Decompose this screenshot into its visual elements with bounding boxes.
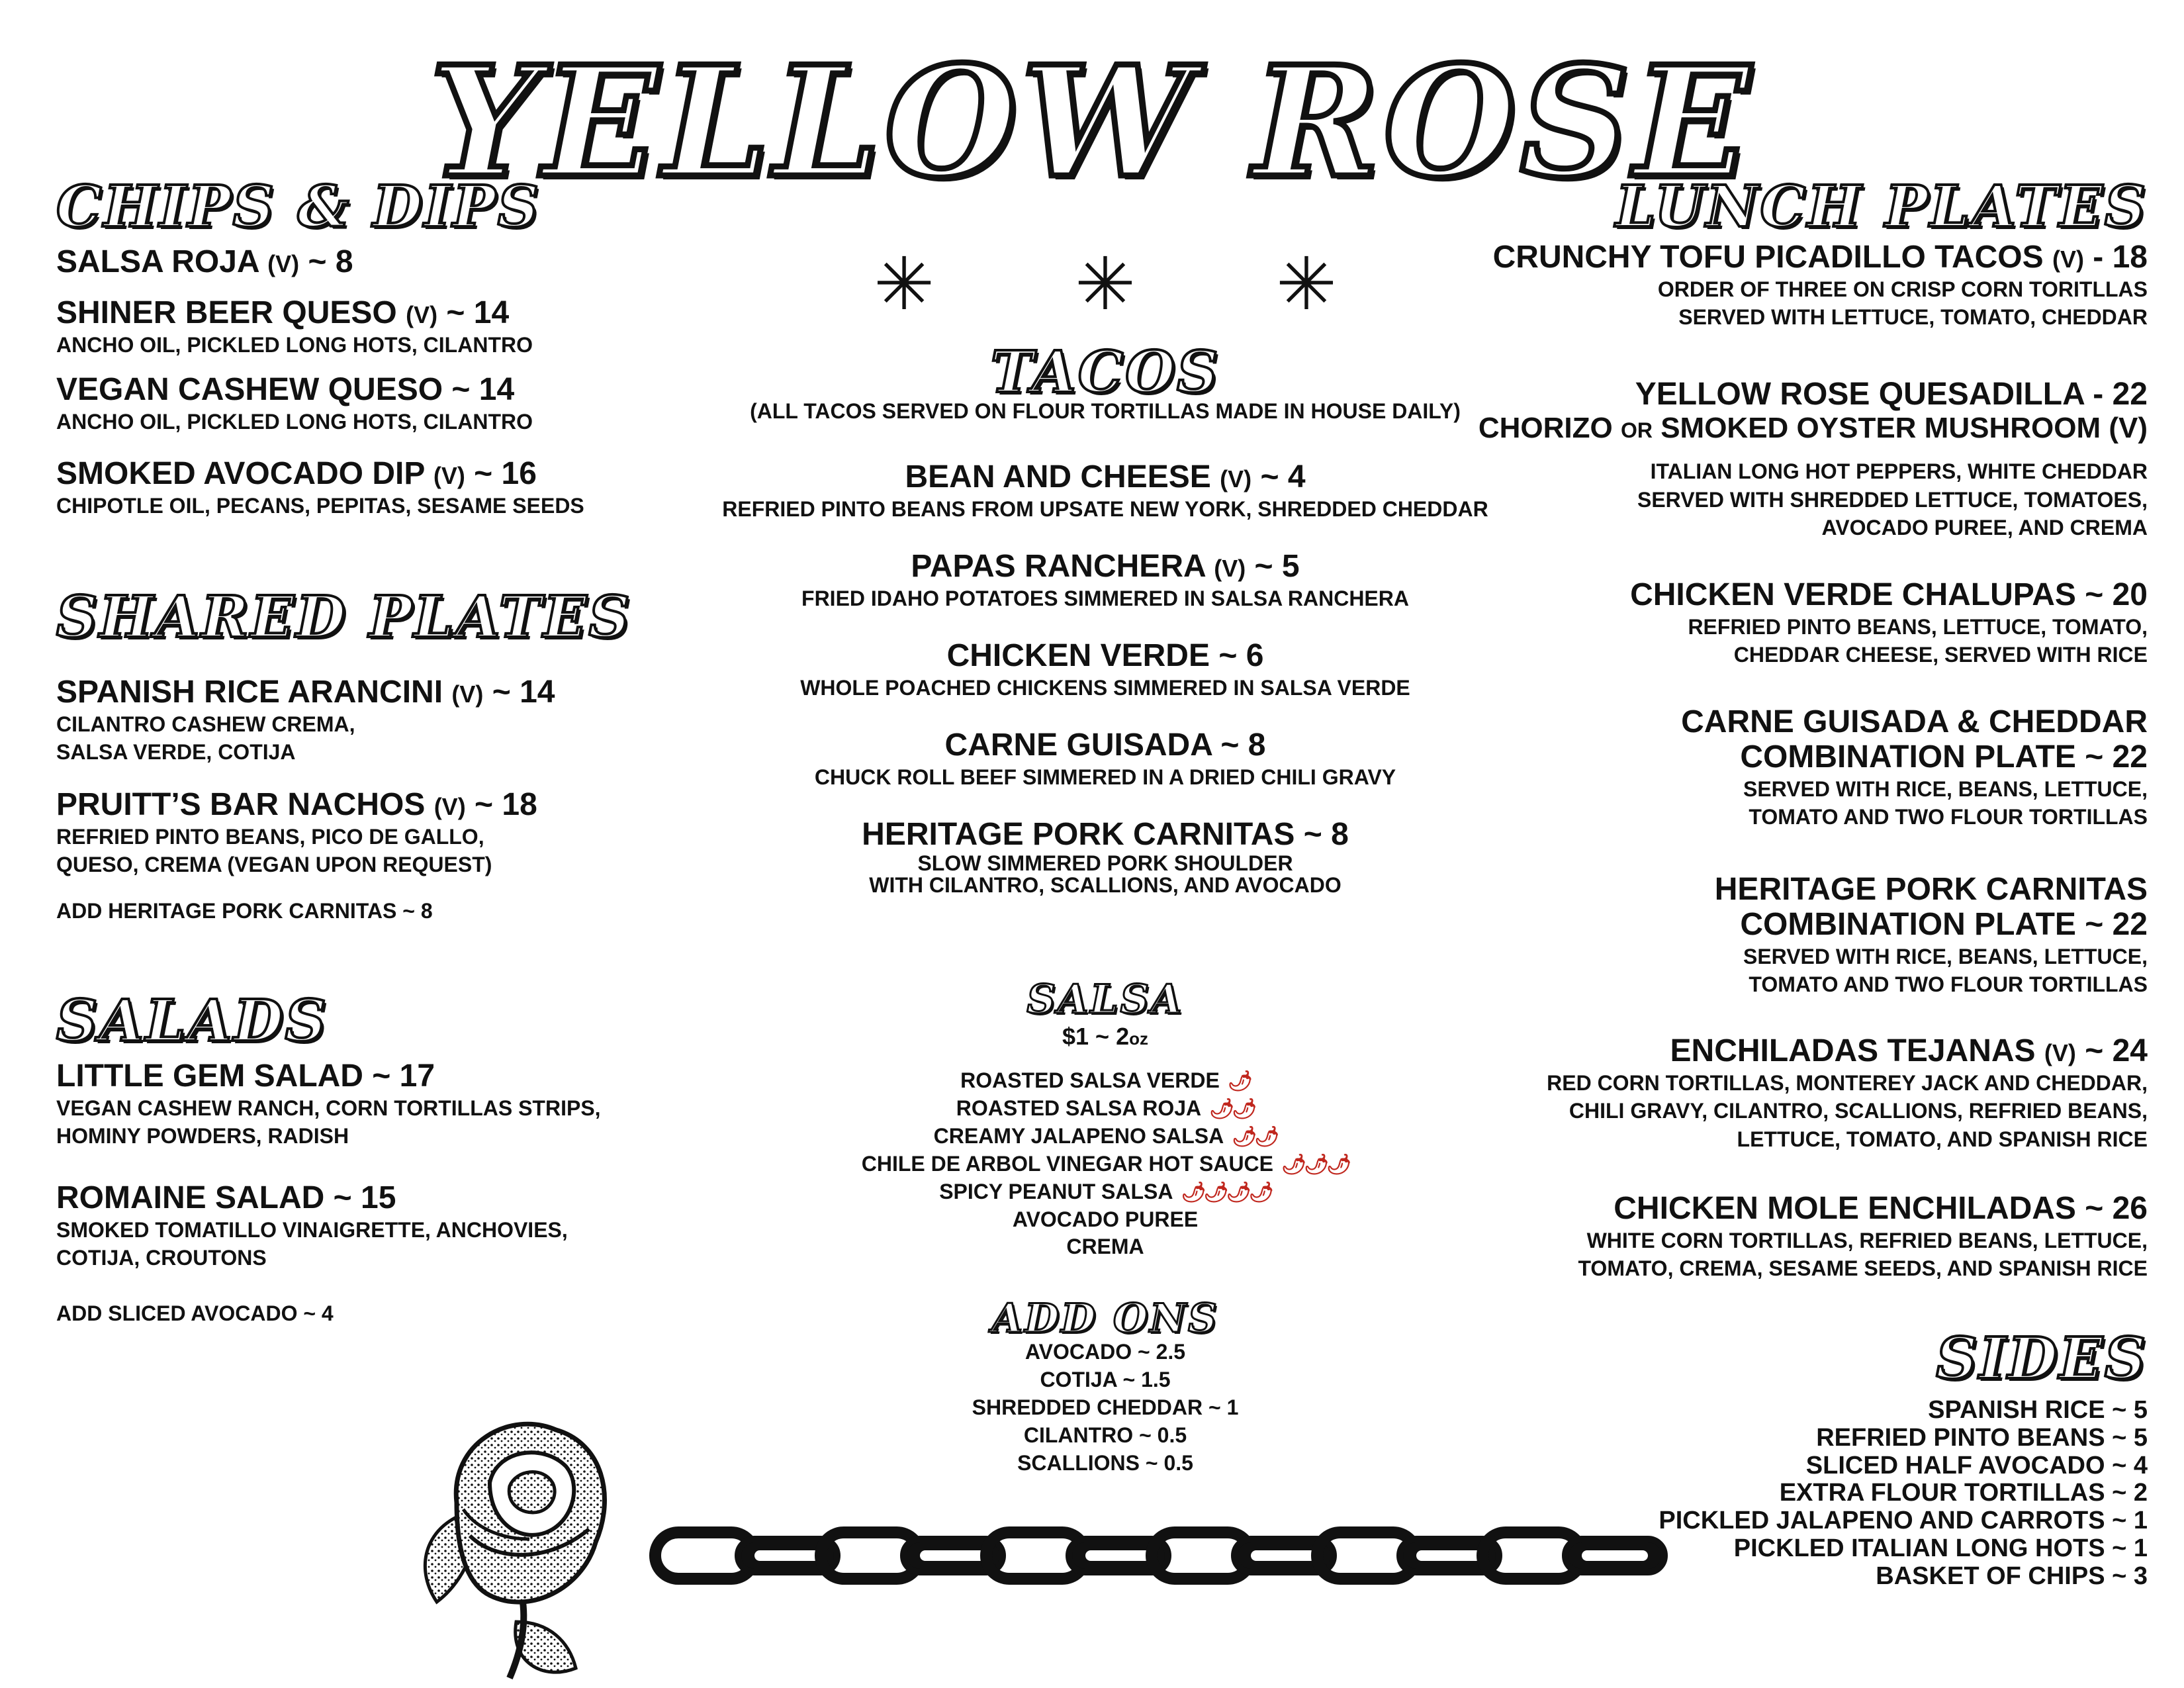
add-on-item: SHREDDED CHEDDAR ~ 1 <box>972 1395 1239 1419</box>
menu-item: CHICKEN VERDE ~ 6 WHOLE POACHED CHICKENS SIMMERED IN SALSA VERDE <box>800 638 1410 700</box>
salsa-name: SPICY PEANUT SALSA <box>939 1179 1173 1203</box>
menu-item: CRUNCHY TOFU PICADILLO TACOS (V) - 18 ORDER OF THREE ON CRISP CORN TORITLLAS SERVED WITH LETTUCE, TOMATO, CHEDDAR <box>1492 240 2148 330</box>
menu-item: SHINER BEER QUESO (V) ~ 14 ANCHO OIL, PICKLED LONG HOTS, CILANTRO <box>56 295 533 357</box>
chain-link-highlight <box>754 1550 821 1561</box>
salsa-name: CREAMY JALAPENO SALSA <box>933 1123 1224 1148</box>
menu-item: CHICKEN VERDE CHALUPAS ~ 20 REFRIED PINTO BEANS, LETTUCE, TOMATO, CHEDDAR CHEESE, SERVED WITH RICE <box>1630 577 2148 667</box>
chain-link-highlight <box>920 1550 986 1561</box>
menu-item: ROMAINE SALAD ~ 15 SMOKED TOMATILLO VINAIGRETTE, ANCHOVIES, COTIJA, CROUTONS <box>56 1180 568 1270</box>
salsa-name: AVOCADO PUREE <box>1012 1207 1199 1231</box>
sides-list <box>1659 1397 2148 1591</box>
salsa-name: ROASTED SALSA ROJA <box>956 1096 1202 1120</box>
menu-item: YELLOW ROSE QUESADILLA - 22 CHORIZO OR SMOKED OYSTER MUSHROOM (V) ITALIAN LONG HOT PEPPERS, WHITE CHEDDAR SERVED WITH SHREDDED LETTUCE, TOMATOES, AVOCADO PUREE, AND CREMA <box>1478 377 2148 540</box>
menu-item: PRUITT’S BAR NACHOS (V) ~ 18 REFRIED PINTO BEANS, PICO DE GALLO, QUESO, CREMA (VEGAN UPON REQUEST) <box>56 787 537 877</box>
add-on-item: CILANTRO ~ 0.5 <box>1023 1423 1187 1447</box>
side-item: SLICED HALF AVOCADO ~ 4 <box>1805 1451 2148 1479</box>
menu-item: CARNE GUISADA ~ 8 CHUCK ROLL BEEF SIMMERED IN A DRIED CHILI GRAVY <box>814 727 1396 789</box>
tacos-heading: TACOS <box>990 339 1220 406</box>
menu-item: HERITAGE PORK CARNITAS COMBINATION PLATE ~ 22 SERVED WITH RICE, BEANS, LETTUCE, TOMATO AND TWO FLOUR TORTILLAS <box>1714 872 2148 997</box>
salsa-item <box>728 1178 1482 1206</box>
addon-note: ADD SLICED AVOCADO ~ 4 <box>56 1301 334 1325</box>
salsa-name: CHILE DE ARBOL VINEGAR HOT SAUCE <box>861 1151 1273 1176</box>
menu-item: SPANISH RICE ARANCINI (V) ~ 14 CILANTRO CASHEW CREMA, SALSA VERDE, COTIJA <box>56 675 555 765</box>
add-on-item: AVOCADO ~ 2.5 <box>1024 1340 1186 1364</box>
menu-item: ENCHILADAS TEJANAS (V) ~ 24 RED CORN TORTILLAS, MONTEREY JACK AND CHEDDAR, CHILI GRAVY, CILANTRO, SCALLIONS, REFRIED BEANS, LETTUCE, TOMATO, AND SPANISH RICE <box>1547 1033 2148 1151</box>
asterisk-icon: ✳ <box>874 244 935 325</box>
chain-link-highlight <box>1582 1550 1648 1561</box>
menu-item: CARNE GUISADA & CHEDDAR COMBINATION PLATE ~ 22 SERVED WITH RICE, BEANS, LETTUCE, TOMATO AND TWO FLOUR TORTILLAS <box>1681 704 2148 829</box>
side-item: REFRIED PINTO BEANS ~ 5 <box>1816 1423 2148 1452</box>
chain-link-highlight <box>1251 1550 1317 1561</box>
shared-plates-heading: SHARED PLATES <box>56 584 632 651</box>
salsa-item <box>728 1150 1482 1178</box>
side-item: SPANISH RICE ~ 5 <box>1928 1396 2148 1424</box>
salsa-item <box>728 1067 1482 1095</box>
salsa-name: ROASTED SALSA VERDE <box>960 1068 1220 1092</box>
salsa-list <box>728 1067 1482 1261</box>
star-ornaments <box>874 244 1337 325</box>
salsa-item <box>728 1233 1482 1261</box>
salsa-price: $1 ~ 2oz <box>1062 1023 1148 1050</box>
side-item: PICKLED ITALIAN LONG HOTS ~ 1 <box>1733 1534 2148 1562</box>
add-on-item: COTIJA ~ 1.5 <box>1040 1367 1171 1391</box>
chain-illustration <box>649 1509 1727 1602</box>
side-item: PICKLED JALAPENO AND CARROTS ~ 1 <box>1659 1507 2148 1535</box>
chili-pepper-icon: 🌶🌶🌶 <box>1281 1153 1349 1176</box>
chili-pepper-icon: 🌶🌶 <box>1232 1125 1277 1148</box>
menu-item: CHICKEN MOLE ENCHILADAS ~ 26 WHITE CORN TORTILLAS, REFRIED BEANS, LETTUCE, TOMATO, CREMA, SESAME SEEDS, AND SPANISH RICE <box>1578 1191 2148 1281</box>
menu-item: SALSA ROJA (V) ~ 8 <box>56 244 353 279</box>
chips-dips-heading: CHIPS & DIPS <box>56 173 541 240</box>
add-ons-heading: ADD ONS <box>991 1295 1219 1342</box>
chain-link-highlight <box>1416 1550 1482 1561</box>
chili-pepper-icon: 🌶 <box>1227 1070 1250 1092</box>
menu-item: HERITAGE PORK CARNITAS ~ 8 SLOW SIMMERED PORK SHOULDER WITH CILANTRO, SCALLIONS, AND AVOCADO <box>862 817 1349 898</box>
menu-item: VEGAN CASHEW QUESO ~ 14 ANCHO OIL, PICKLED LONG HOTS, CILANTRO <box>56 372 533 434</box>
asterisk-icon: ✳ <box>1074 244 1136 325</box>
asterisk-icon: ✳ <box>1275 244 1337 325</box>
menu-title: YELLOW ROSE <box>430 33 1754 212</box>
chili-pepper-icon: 🌶🌶🌶🌶 <box>1181 1181 1271 1203</box>
salsa-item <box>728 1095 1482 1123</box>
addon-note: ADD HERITAGE PORK CARNITAS ~ 8 <box>56 899 433 923</box>
menu-item: BEAN AND CHEESE (V) ~ 4 REFRIED PINTO BEANS FROM UPSATE NEW YORK, SHREDDED CHEDDAR <box>722 459 1488 521</box>
menu-item: PAPAS RANCHERA (V) ~ 5 FRIED IDAHO POTATOES SIMMERED IN SALSA RANCHERA <box>801 549 1409 610</box>
side-item: EXTRA FLOUR TORTILLAS ~ 2 <box>1779 1479 2148 1507</box>
chain-link-highlight <box>1085 1550 1152 1561</box>
chili-pepper-icon: 🌶🌶 <box>1209 1098 1255 1120</box>
add-on-item: SCALLIONS ~ 0.5 <box>1017 1450 1193 1475</box>
tacos-note: (ALL TACOS SERVED ON FLOUR TORTILLAS MADE IN HOUSE DAILY) <box>750 399 1461 423</box>
salsa-item <box>728 1206 1482 1234</box>
lunch-plates-heading: LUNCH PLATES <box>1615 173 2148 240</box>
salads-heading: SALADS <box>56 988 328 1055</box>
menu-item: LITTLE GEM SALAD ~ 17 VEGAN CASHEW RANCH, CORN TORTILLAS STRIPS, HOMINY POWDERS, RADISH <box>56 1058 601 1149</box>
side-item: BASKET OF CHIPS ~ 3 <box>1876 1562 2148 1590</box>
sides-heading: SIDES <box>1936 1325 2148 1392</box>
menu-item: SMOKED AVOCADO DIP (V) ~ 16 CHIPOTLE OIL, PECANS, PEPITAS, SESAME SEEDS <box>56 456 584 518</box>
salsa-item <box>728 1123 1482 1150</box>
salsa-heading: SALSA <box>1026 976 1184 1023</box>
salsa-name: CREMA <box>1066 1235 1144 1259</box>
